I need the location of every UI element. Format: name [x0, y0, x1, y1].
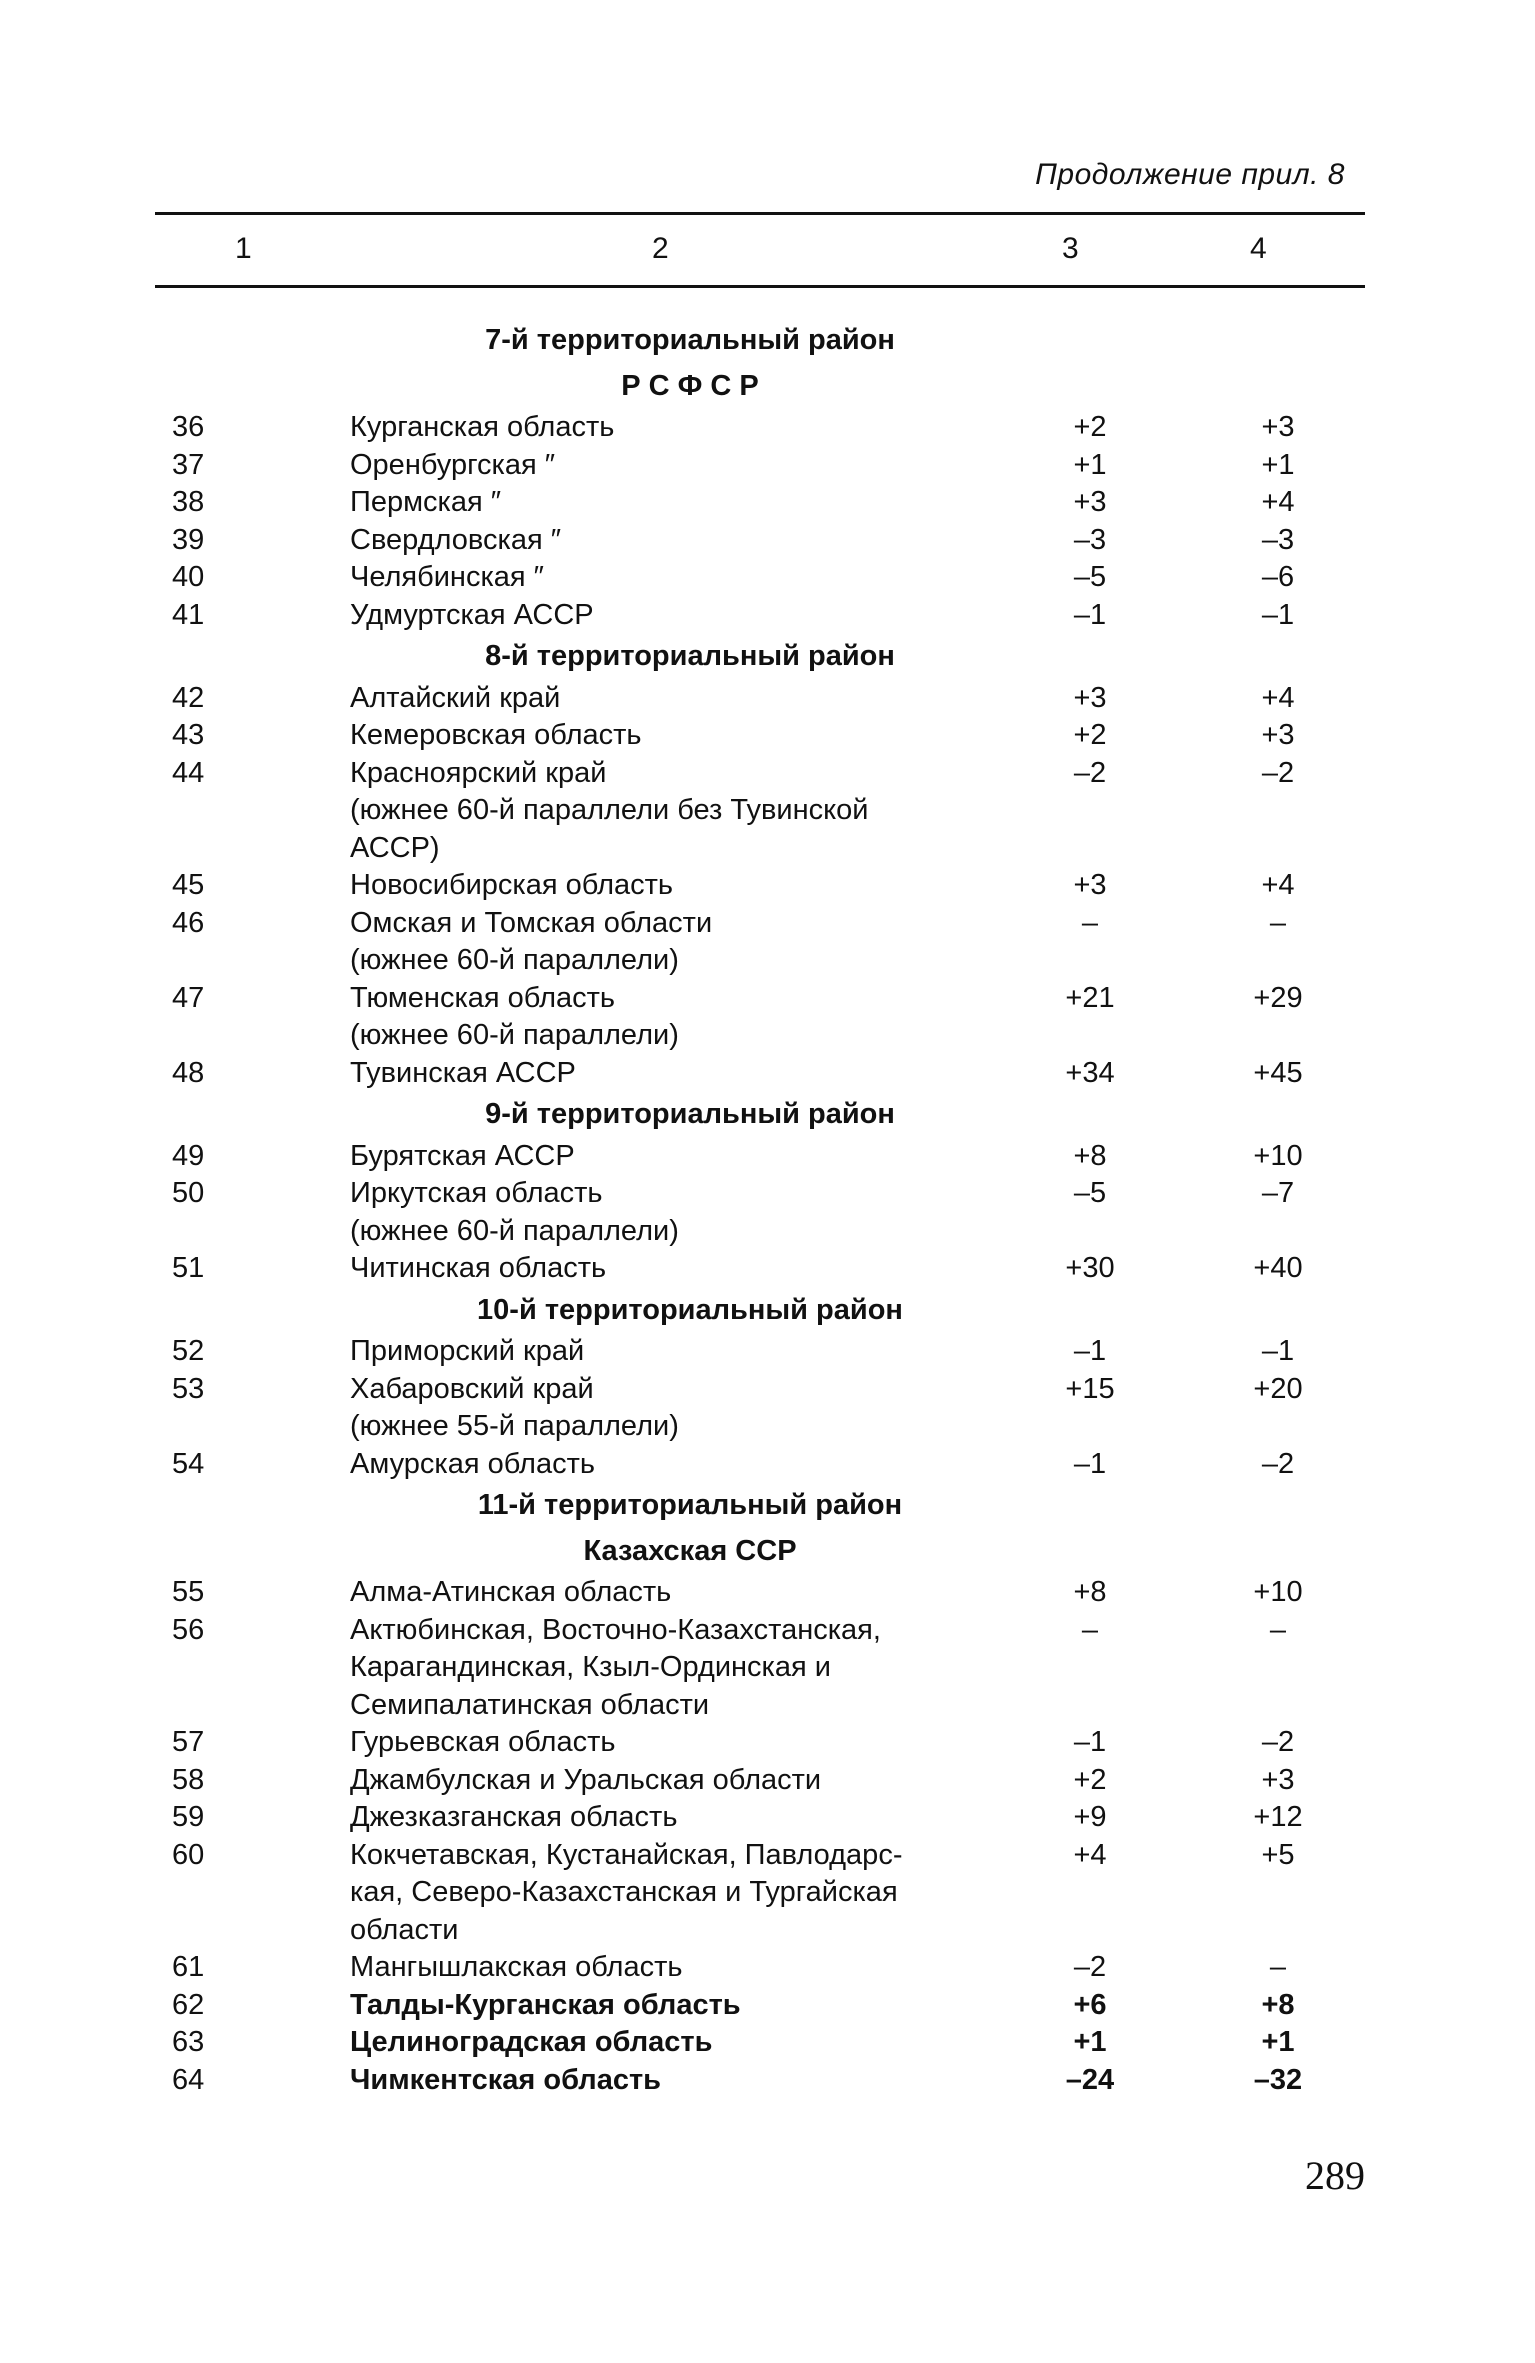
- column-header-3: 3: [1062, 232, 1079, 265]
- region-name: Джамбулская и Уральская области: [350, 1763, 822, 1796]
- value-col-4-text: +4: [1261, 869, 1295, 901]
- table-row: [0, 1408, 1535, 1446]
- region-name: Кокчетавская, Кустанайская, Павлодарс-: [350, 1838, 903, 1871]
- table-row: [0, 1912, 1535, 1950]
- region-name: Семипалатинская области: [350, 1688, 710, 1721]
- region-name: Целиноградская область: [350, 2026, 713, 2058]
- region-name: (южнее 60-й параллели): [350, 944, 679, 976]
- value-col-3-text: +15: [1065, 1372, 1115, 1405]
- table-row: [0, 1574, 1535, 1612]
- row-number: 37: [172, 448, 205, 481]
- table-row: [0, 905, 1535, 943]
- region-name: Курганская область: [350, 411, 615, 443]
- value-col-3-text: +3: [1073, 681, 1107, 714]
- region-name: Пермская ″: [350, 486, 502, 518]
- region-name: Хабаровский край: [350, 1372, 594, 1405]
- table-row: [0, 942, 1535, 980]
- row-number: 47: [172, 981, 205, 1014]
- value-col-4-text: –1: [1261, 1335, 1295, 1367]
- table-row: [0, 597, 1535, 635]
- region-name: Алтайский край: [350, 681, 561, 714]
- page-number: 289: [1305, 2153, 1365, 2198]
- value-col-4-text: +12: [1253, 1801, 1303, 1833]
- value-col-3-text: –: [1081, 906, 1099, 939]
- table-row: [0, 1762, 1535, 1800]
- table-row: [0, 559, 1535, 597]
- section-heading-text: Р С Ф С Р: [621, 369, 759, 402]
- table-row: [0, 830, 1535, 868]
- row-number: 43: [172, 719, 205, 751]
- value-col-3-text: +8: [1073, 1139, 1107, 1172]
- value-col-3-text: –1: [1073, 1447, 1107, 1480]
- region-name: Кемеровская область: [350, 719, 642, 751]
- table-row: [0, 1017, 1535, 1055]
- region-name: Красноярский край: [350, 756, 607, 789]
- row-number: 38: [172, 486, 205, 518]
- section-heading-text: 10-й территориальный район: [477, 1293, 903, 1326]
- row-number: 55: [172, 1576, 205, 1608]
- row-number: 51: [172, 1252, 205, 1284]
- region-name: АССР): [350, 831, 440, 864]
- section-heading: [0, 318, 1535, 364]
- region-name: Мангышлакская область: [350, 1951, 683, 1983]
- row-number: 39: [172, 523, 205, 556]
- column-header-4: 4: [1250, 232, 1267, 265]
- region-name: Алма-Атинская область: [350, 1576, 672, 1608]
- value-col-4-text: –3: [1261, 523, 1295, 556]
- region-name: Свердловская ″: [350, 523, 561, 556]
- column-header-1: 1: [235, 232, 252, 265]
- data-table: [0, 318, 1535, 2099]
- region-name: Тюменская область: [350, 981, 616, 1014]
- row-number: 54: [172, 1447, 205, 1480]
- value-col-4-text: +4: [1261, 486, 1295, 518]
- section-heading: [0, 1092, 1535, 1138]
- row-number: 48: [172, 1056, 205, 1089]
- section-heading: [0, 1483, 1535, 1529]
- value-col-3-text: +34: [1065, 1056, 1115, 1089]
- value-col-3-text: –5: [1073, 561, 1107, 593]
- region-name: Новосибирская область: [350, 869, 674, 901]
- value-col-4-text: –6: [1261, 561, 1295, 593]
- table-row: [0, 1724, 1535, 1762]
- value-col-3-text: +6: [1073, 1988, 1107, 2021]
- value-col-3-text: –1: [1073, 1726, 1107, 1758]
- region-name: Актюбинская, Восточно-Казахстанская,: [350, 1613, 881, 1646]
- row-number: 58: [172, 1763, 205, 1796]
- region-name: кая, Северо-Казахстанская и Тургайская: [350, 1876, 898, 1908]
- value-col-4-text: –2: [1261, 1726, 1295, 1758]
- table-row: [0, 1213, 1535, 1251]
- value-col-4-text: +3: [1261, 411, 1295, 443]
- region-name: (южнее 60-й параллели без Тувинской: [350, 794, 869, 826]
- table-row: [0, 792, 1535, 830]
- table-header-rule: [155, 285, 1365, 288]
- row-number: 36: [172, 411, 205, 443]
- value-col-3-text: –1: [1073, 598, 1107, 631]
- row-number: 57: [172, 1726, 205, 1758]
- value-col-4-text: +3: [1261, 1763, 1295, 1796]
- section-heading-text: 8-й территориальный район: [485, 640, 895, 672]
- value-col-4-text: –2: [1261, 756, 1295, 789]
- value-col-3-text: +4: [1073, 1838, 1107, 1871]
- value-col-3-text: +30: [1065, 1252, 1115, 1284]
- row-number: 49: [172, 1139, 205, 1172]
- table-row: [0, 1612, 1535, 1650]
- row-number: 52: [172, 1335, 205, 1367]
- section-heading-text: 7-й территориальный район: [485, 324, 895, 356]
- row-number: 46: [172, 906, 205, 939]
- value-col-3-text: –: [1081, 1613, 1099, 1646]
- table-row: [0, 1687, 1535, 1725]
- value-col-3-text: +1: [1073, 2026, 1107, 2058]
- region-name: Иркутская область: [350, 1177, 603, 1209]
- value-col-4-text: +1: [1261, 448, 1295, 481]
- row-number: 45: [172, 869, 205, 901]
- value-col-3-text: –24: [1065, 2063, 1115, 2096]
- value-col-4-text: –: [1269, 1613, 1287, 1646]
- running-head: Продолжение прил. 8: [1035, 158, 1345, 191]
- section-heading: [0, 634, 1535, 680]
- value-col-4-text: +20: [1253, 1372, 1303, 1405]
- region-name: Амурская область: [350, 1447, 595, 1480]
- region-name: Оренбургская ″: [350, 448, 556, 481]
- value-col-3-text: +2: [1073, 1763, 1107, 1796]
- region-name: (южнее 60-й параллели): [350, 1019, 679, 1051]
- region-name: Омская и Томская области: [350, 906, 713, 939]
- region-name: (южнее 60-й параллели): [350, 1214, 679, 1247]
- value-col-4-text: +5: [1261, 1838, 1295, 1871]
- section-heading-text: 11-й территориальный район: [477, 1489, 903, 1521]
- value-col-4-text: +8: [1261, 1988, 1295, 2021]
- table-row: [0, 755, 1535, 793]
- region-name: Талды-Курганская область: [350, 1988, 741, 2021]
- value-col-4-text: –32: [1253, 2063, 1303, 2096]
- region-name: области: [350, 1913, 459, 1946]
- section-heading: [0, 1288, 1535, 1334]
- value-col-3-text: +2: [1073, 411, 1107, 443]
- region-name: Карагандинская, Кзыл-Ординская и: [350, 1651, 831, 1683]
- table-row: [0, 867, 1535, 905]
- table-row: [0, 980, 1535, 1018]
- value-col-3-text: +1: [1073, 448, 1107, 481]
- table-row: [0, 1799, 1535, 1837]
- table-row: [0, 2062, 1535, 2100]
- value-col-4-text: –2: [1261, 1447, 1295, 1480]
- region-name: (южнее 55-й параллели): [350, 1410, 679, 1442]
- row-number: 60: [172, 1838, 205, 1871]
- region-name: Тувинская АССР: [350, 1056, 576, 1089]
- table-row: [0, 1250, 1535, 1288]
- row-number: 56: [172, 1613, 205, 1646]
- value-col-3-text: –5: [1073, 1177, 1107, 1209]
- row-number: 40: [172, 561, 205, 593]
- value-col-3-text: –2: [1073, 756, 1107, 789]
- table-row: [0, 409, 1535, 447]
- row-number: 50: [172, 1177, 205, 1209]
- value-col-4-text: +3: [1261, 719, 1295, 751]
- value-col-3-text: +3: [1073, 486, 1107, 518]
- table-row: [0, 447, 1535, 485]
- row-number: 42: [172, 681, 205, 714]
- value-col-4-text: –: [1269, 1951, 1287, 1983]
- section-heading-text: 9-й территориальный район: [485, 1098, 895, 1130]
- region-name: Читинская область: [350, 1252, 607, 1284]
- value-col-4-text: +45: [1253, 1056, 1303, 1089]
- table-row: [0, 522, 1535, 560]
- row-number: 63: [172, 2026, 205, 2058]
- table-row: [0, 1874, 1535, 1912]
- section-heading: [0, 364, 1535, 410]
- table-row: [0, 717, 1535, 755]
- value-col-4-text: +1: [1261, 2026, 1295, 2058]
- value-col-4-text: –7: [1261, 1177, 1295, 1209]
- table-row: [0, 1446, 1535, 1484]
- region-name: Приморский край: [350, 1335, 585, 1367]
- region-name: Удмуртская АССР: [350, 598, 594, 631]
- table-row: [0, 1987, 1535, 2025]
- value-col-4-text: +29: [1253, 981, 1303, 1014]
- value-col-3-text: –1: [1073, 1335, 1107, 1367]
- row-number: 64: [172, 2063, 205, 2096]
- table-row: [0, 1649, 1535, 1687]
- region-name: Бурятская АССР: [350, 1139, 575, 1172]
- row-number: 61: [172, 1951, 205, 1983]
- value-col-4-text: +10: [1253, 1576, 1303, 1608]
- value-col-3-text: –3: [1073, 523, 1107, 556]
- value-col-3-text: +8: [1073, 1576, 1107, 1608]
- value-col-3-text: +21: [1065, 981, 1115, 1014]
- value-col-3-text: +3: [1073, 869, 1107, 901]
- value-col-4-text: +10: [1253, 1139, 1303, 1172]
- value-col-4-text: +4: [1261, 681, 1295, 714]
- row-number: 59: [172, 1801, 205, 1833]
- section-heading-text: Казахская ССР: [583, 1534, 797, 1567]
- region-name: Джезказганская область: [350, 1801, 678, 1833]
- table-row: [0, 2024, 1535, 2062]
- table-row: [0, 1138, 1535, 1176]
- row-number: 53: [172, 1372, 205, 1405]
- row-number: 44: [172, 756, 205, 789]
- table-row: [0, 1837, 1535, 1875]
- table-top-rule: [155, 212, 1365, 215]
- table-row: [0, 1949, 1535, 1987]
- column-header-2: 2: [652, 232, 669, 265]
- table-row: [0, 680, 1535, 718]
- row-number: 41: [172, 598, 205, 631]
- value-col-4-text: +40: [1253, 1252, 1303, 1284]
- value-col-3-text: –2: [1073, 1951, 1107, 1983]
- value-col-3-text: +2: [1073, 719, 1107, 751]
- section-heading: [0, 1529, 1535, 1575]
- value-col-3-text: +9: [1073, 1801, 1107, 1833]
- table-row: [0, 1055, 1535, 1093]
- row-number: 62: [172, 1988, 205, 2021]
- value-col-4-text: –1: [1261, 598, 1295, 631]
- table-row: [0, 1371, 1535, 1409]
- table-row: [0, 484, 1535, 522]
- table-row: [0, 1333, 1535, 1371]
- region-name: Гурьевская область: [350, 1726, 616, 1758]
- table-row: [0, 1175, 1535, 1213]
- region-name: Челябинская ″: [350, 561, 544, 593]
- value-col-4-text: –: [1269, 906, 1287, 939]
- region-name: Чимкентская область: [350, 2063, 661, 2096]
